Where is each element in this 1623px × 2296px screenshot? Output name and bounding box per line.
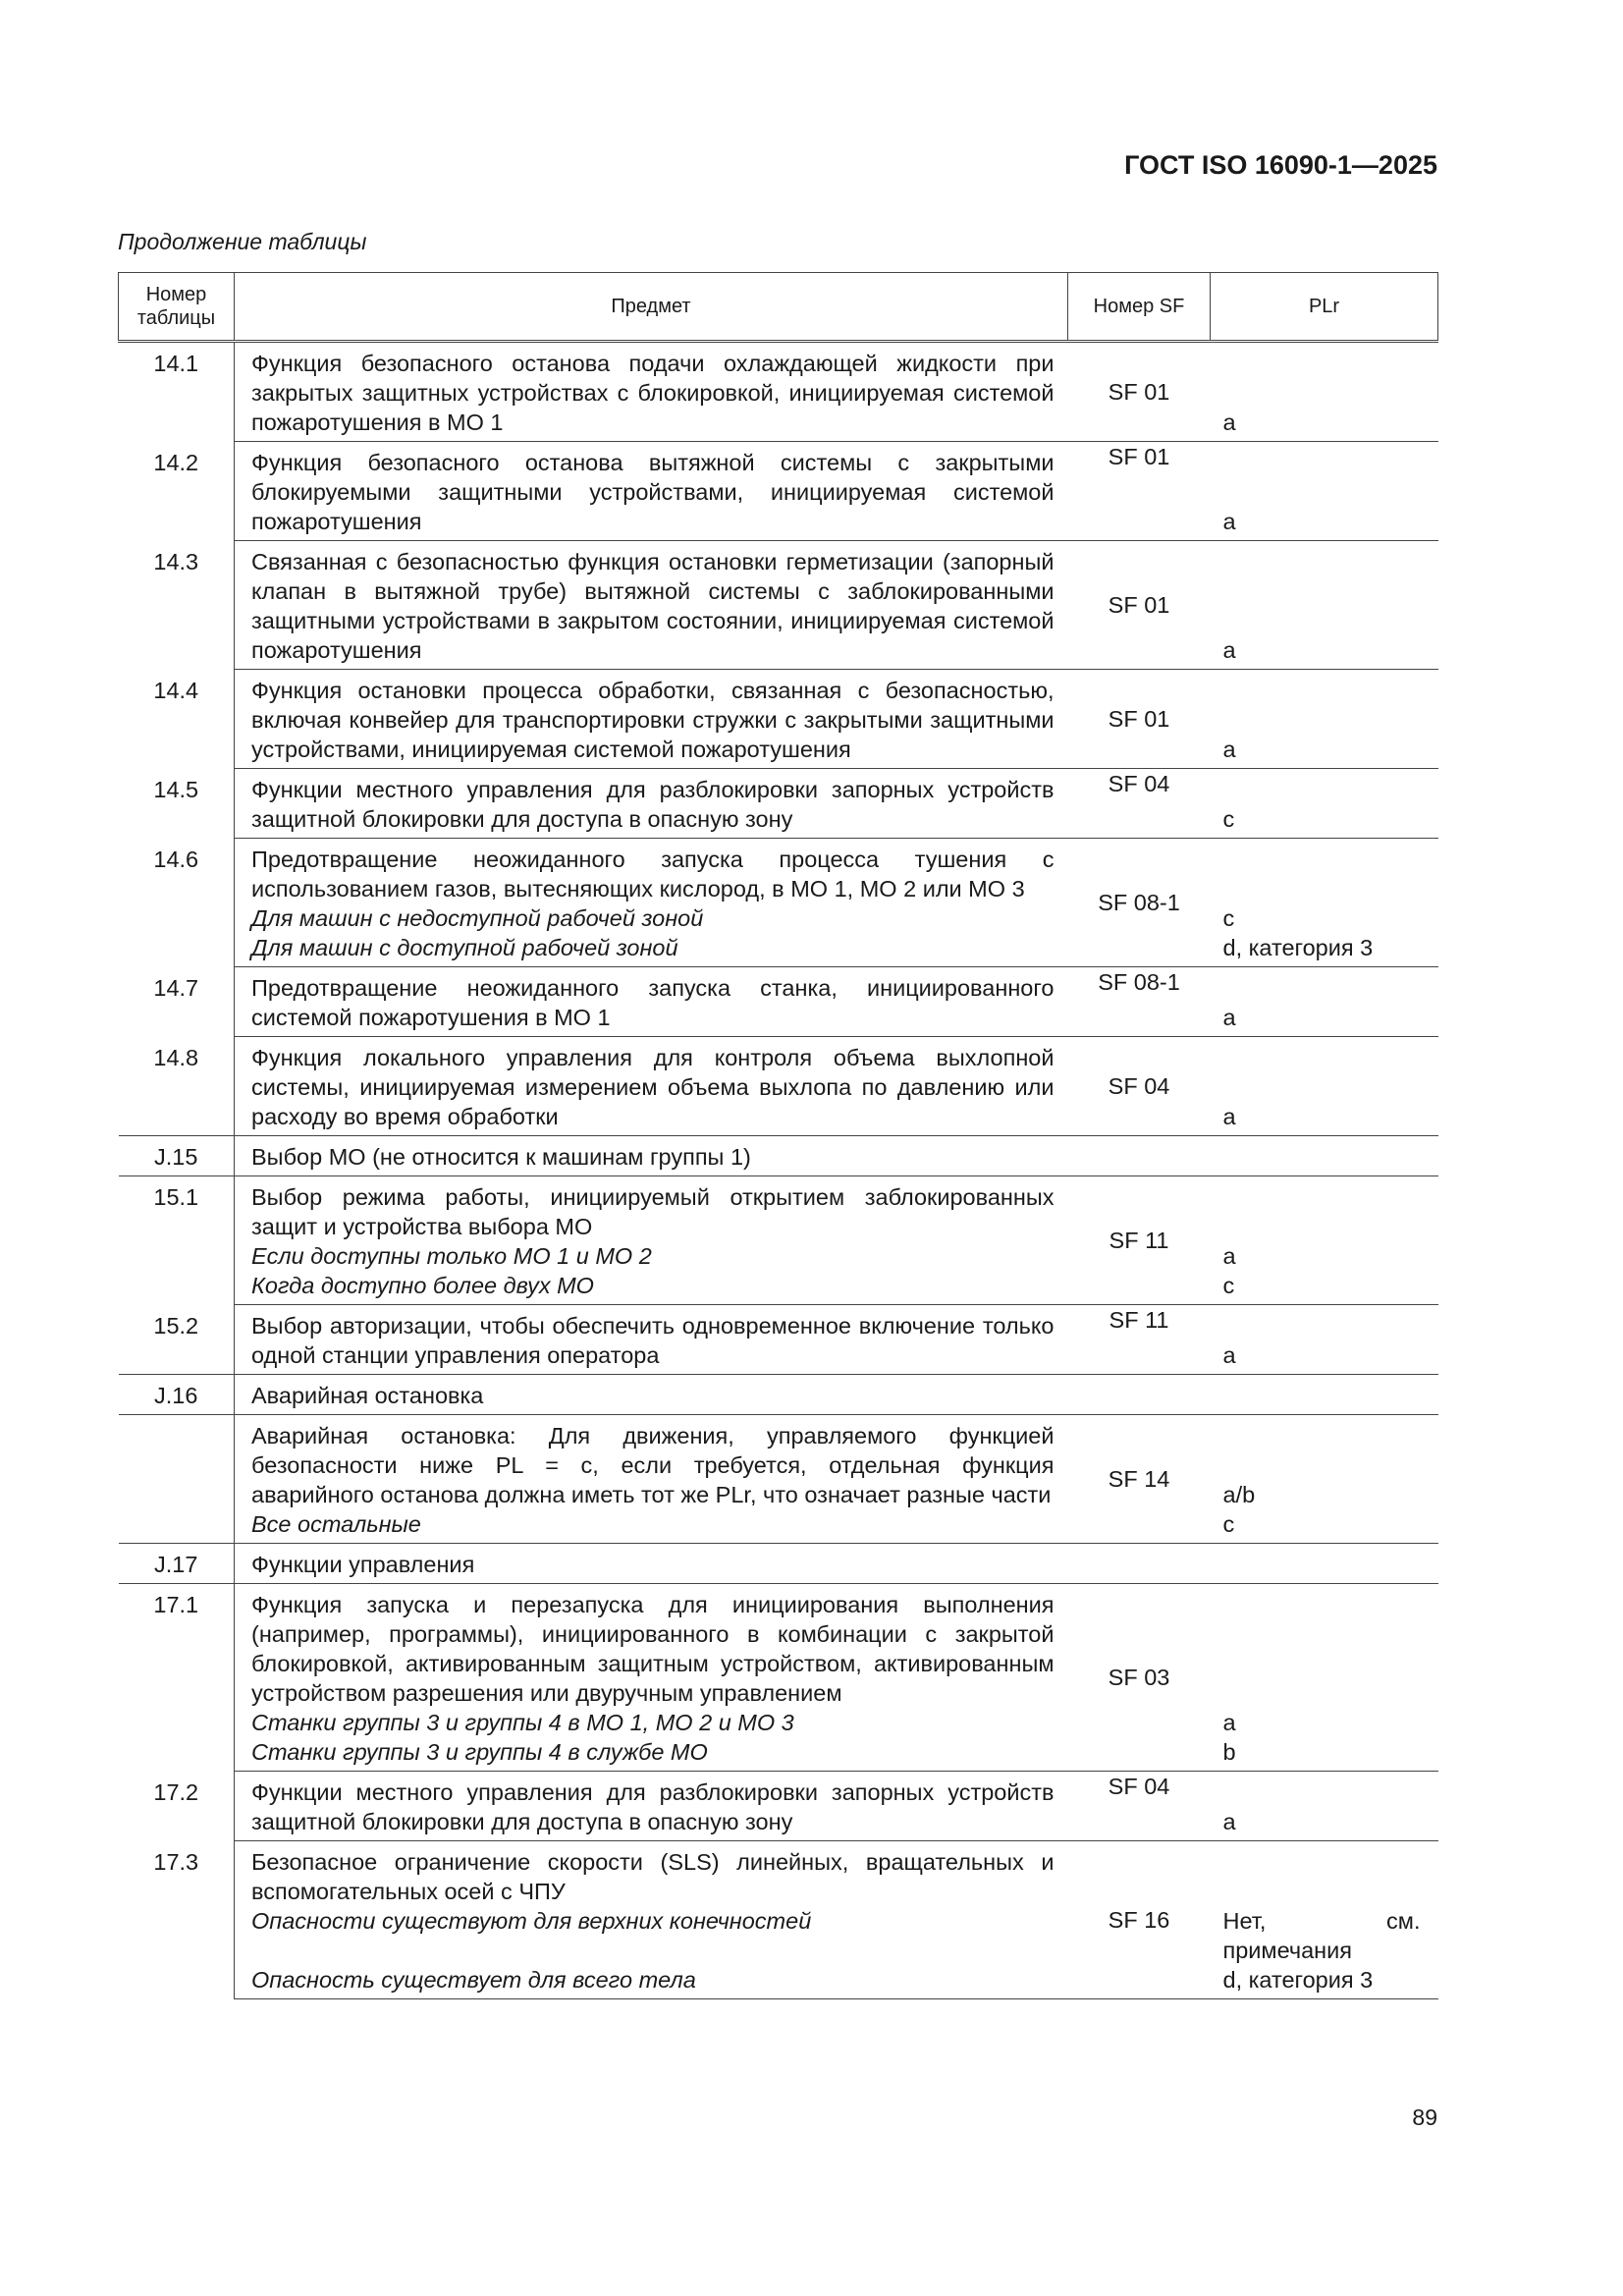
- row-sf: SF 01: [1068, 442, 1211, 541]
- table-row: [119, 769, 1438, 839]
- row-subject: Связанная с безопасностью функция остановки герметизации (запорный клапан в вытяжной трубе) вытяжной системы с заблокированными защитными устройствами в закрытом состоянии, инициируемая системой пожаротушения: [235, 541, 1068, 670]
- row-plr: a: [1211, 541, 1438, 670]
- row-plr: [1211, 1584, 1438, 1772]
- row-subcase: Все остальные: [251, 1511, 421, 1537]
- row-subject: Функции местного управления для разблокировки запорных устройств защитной блокировки для доступа в опасную зону: [235, 769, 1068, 839]
- row-sf: SF 08-1: [1068, 839, 1211, 967]
- plr-value: b: [1222, 1739, 1236, 1765]
- row-subcase: Станки группы 3 и группы 4 в MO 1, MO 2 и MO 3: [251, 1710, 794, 1735]
- row-sf: SF 01: [1068, 541, 1211, 670]
- row-subject: Предотвращение неожиданного запуска станка, инициированного системой пожаротушения в MO 1: [235, 967, 1068, 1037]
- row-sf: SF 08-1: [1068, 967, 1211, 1037]
- plr-value: c: [1222, 905, 1235, 931]
- row-sf: SF 04: [1068, 769, 1211, 839]
- row-sf: SF 04: [1068, 1772, 1211, 1841]
- page-number: 89: [1412, 2105, 1437, 2130]
- row-plr: a: [1211, 1037, 1438, 1136]
- row-number: 17.3: [119, 1841, 235, 1999]
- row-plr: [1211, 839, 1438, 967]
- plr-value: a: [1222, 1710, 1236, 1735]
- table-row: [119, 1037, 1438, 1136]
- row-subject-text: Функция запуска и перезапуска для инициирования выполнения (например, программы), инициированного в комбинации с закрытой блокировкой, активированным защитным устройством, активированным устройством разрешения или двуручным управлением: [251, 1592, 1055, 1706]
- section-number: J.15: [119, 1136, 235, 1176]
- row-subject: [235, 1176, 1068, 1305]
- row-subject-text: Безопасное ограничение скорости (SLS) линейных, вращательных и вспомогательных осей с ЧПУ: [251, 1849, 1055, 1904]
- row-sf: SF 03: [1068, 1584, 1211, 1772]
- plr-value: d, категория 3: [1222, 935, 1374, 960]
- section-title: Функции управления: [235, 1544, 1438, 1584]
- row-number: 14.6: [119, 839, 235, 967]
- row-sf: SF 11: [1068, 1305, 1211, 1375]
- row-subject: [235, 1841, 1068, 1999]
- row-number: 14.4: [119, 670, 235, 769]
- table-header-row: [119, 273, 1438, 342]
- plr-value: a: [1222, 1243, 1236, 1269]
- row-plr: [1211, 1415, 1438, 1544]
- row-number: 15.2: [119, 1305, 235, 1375]
- plr-value: Нет, см. примечания: [1222, 1908, 1421, 1963]
- table-row: [119, 541, 1438, 670]
- column-header-plr: PLr: [1211, 273, 1438, 342]
- row-subject: Функция безопасного останова вытяжной системы с закрытыми блокируемыми защитными устройствами, инициируемая системой пожаротушения: [235, 442, 1068, 541]
- table-row: [119, 1305, 1438, 1375]
- safety-functions-table: [118, 272, 1438, 1999]
- column-header-number: Номер таблицы: [119, 273, 235, 342]
- row-sf: SF 11: [1068, 1176, 1211, 1305]
- row-sf: SF 01: [1068, 342, 1211, 442]
- row-number: 14.1: [119, 342, 235, 442]
- row-number: 14.3: [119, 541, 235, 670]
- row-subject: Выбор авторизации, чтобы обеспечить одновременное включение только одной станции управления оператора: [235, 1305, 1068, 1375]
- row-sf: SF 14: [1068, 1415, 1211, 1544]
- plr-value: d, категория 3: [1222, 1967, 1374, 1993]
- row-subject: Функция остановки процесса обработки, связанная с безопасностью, включая конвейер для транспортировки стружки с закрытыми защитными устройствами, инициируемая системой пожаротушения: [235, 670, 1068, 769]
- row-number: 17.1: [119, 1584, 235, 1772]
- plr-value: c: [1222, 1511, 1235, 1537]
- table-row: [119, 1841, 1438, 1999]
- table-row: [119, 670, 1438, 769]
- plr-value: a/b: [1222, 1482, 1256, 1507]
- section-number: J.16: [119, 1375, 235, 1415]
- row-subject: Функции местного управления для разблокировки запорных устройств защитной блокировки для доступа в опасную зону: [235, 1772, 1068, 1841]
- column-header-subject: Предмет: [235, 273, 1068, 342]
- table-row: [119, 839, 1438, 967]
- table-row: [119, 342, 1438, 442]
- row-number: 14.7: [119, 967, 235, 1037]
- row-plr: a: [1211, 670, 1438, 769]
- row-subcase: Опасность существует для всего тела: [251, 1967, 696, 1993]
- row-plr: a: [1211, 1305, 1438, 1375]
- row-sf: SF 01: [1068, 670, 1211, 769]
- table-row: [119, 1415, 1438, 1544]
- document-code: ГОСТ ISO 16090-1—2025: [1124, 150, 1437, 180]
- row-plr: [1211, 1841, 1438, 1999]
- table-row: [119, 1176, 1438, 1305]
- section-row: [119, 1544, 1438, 1584]
- row-subject: [235, 1584, 1068, 1772]
- row-subcase: Опасности существуют для верхних конечностей: [251, 1908, 812, 1934]
- row-subject: Функция безопасного останова подачи охлаждающей жидкости при закрытых защитных устройствах с блокировкой, инициируемая системой пожаротушения в MO 1: [235, 342, 1068, 442]
- row-subcase: Для машин с доступной рабочей зоной: [251, 935, 678, 960]
- column-header-sf: Номер SF: [1068, 273, 1211, 342]
- row-subcase: Станки группы 3 и группы 4 в службе MO: [251, 1739, 708, 1765]
- section-number: J.17: [119, 1544, 235, 1584]
- row-number: [119, 1415, 235, 1544]
- row-subject-text: Выбор режима работы, инициируемый открытием заблокированных защит и устройства выбора MO: [251, 1184, 1055, 1239]
- row-subject-text: Предотвращение неожиданного запуска процесса тушения с использованием газов, вытесняющих кислород, в MO 1, MO 2 или MO 3: [251, 847, 1055, 902]
- section-title: Выбор MO (не относится к машинам группы 1): [235, 1136, 1438, 1176]
- row-sf: SF 16: [1068, 1841, 1211, 1999]
- section-row: [119, 1136, 1438, 1176]
- section-row: [119, 1375, 1438, 1415]
- row-subject: [235, 1415, 1068, 1544]
- row-plr: c: [1211, 769, 1438, 839]
- table-continuation-caption: Продолжение таблицы: [118, 229, 367, 254]
- row-sf: SF 04: [1068, 1037, 1211, 1136]
- table-row: [119, 442, 1438, 541]
- row-number: 15.1: [119, 1176, 235, 1305]
- row-subject: [235, 839, 1068, 967]
- row-subject-text: Аварийная остановка: Для движения, управляемого функцией безопасности ниже PL = c, если требуется, отдельная функция аварийного останова должна иметь тот же PLr, что означает разные части: [251, 1423, 1055, 1507]
- row-subject: Функция локального управления для контроля объема выхлопной системы, инициируемая измерением объема выхлопа по давлению или расходу во время обработки: [235, 1037, 1068, 1136]
- table-row: [119, 1772, 1438, 1841]
- plr-value: c: [1222, 1273, 1235, 1298]
- row-number: 14.2: [119, 442, 235, 541]
- row-subcase: Для машин с недоступной рабочей зоной: [251, 905, 704, 931]
- table-row: [119, 967, 1438, 1037]
- row-plr: a: [1211, 967, 1438, 1037]
- row-number: 14.8: [119, 1037, 235, 1136]
- row-number: 17.2: [119, 1772, 235, 1841]
- row-plr: a: [1211, 1772, 1438, 1841]
- row-number: 14.5: [119, 769, 235, 839]
- row-spacer: [251, 1936, 1055, 1965]
- row-plr: [1211, 1176, 1438, 1305]
- row-subcase: Если доступны только MO 1 и MO 2: [251, 1243, 652, 1269]
- row-plr: a: [1211, 442, 1438, 541]
- section-title: Аварийная остановка: [235, 1375, 1438, 1415]
- row-plr: a: [1211, 342, 1438, 442]
- row-subcase: Когда доступно более двух MO: [251, 1273, 594, 1298]
- table-row: [119, 1584, 1438, 1772]
